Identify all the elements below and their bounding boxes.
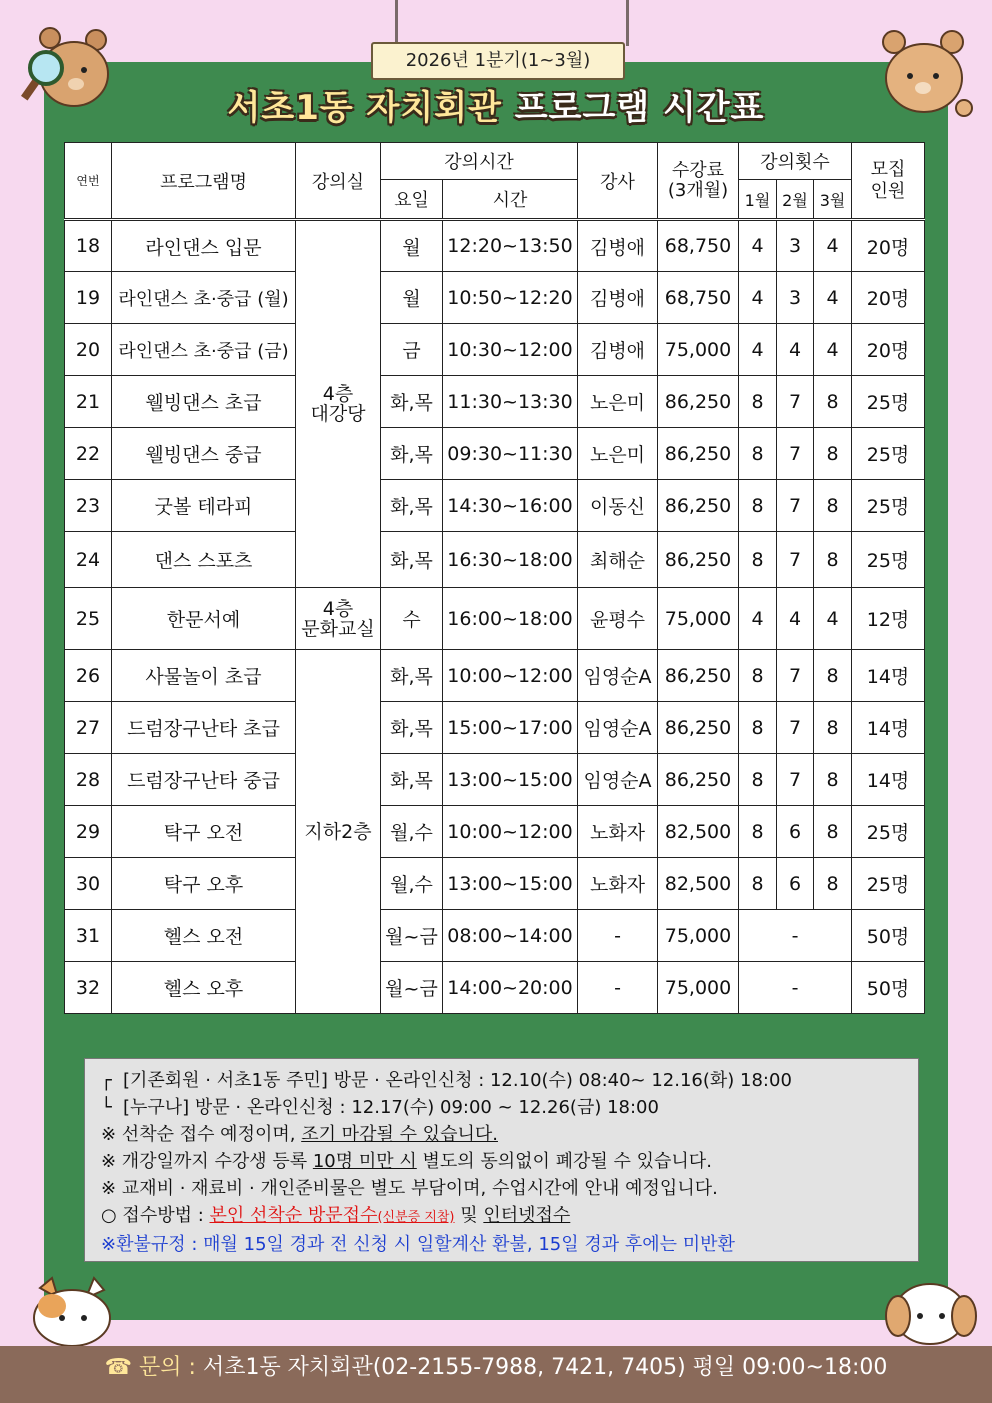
row-instructor: 노은미 bbox=[578, 428, 658, 480]
row-time: 11:30~13:30 bbox=[443, 376, 578, 428]
row-fee: 75,000 bbox=[658, 962, 739, 1014]
table-row bbox=[65, 376, 925, 428]
phone-icon: ☎ bbox=[104, 1355, 133, 1380]
footer-contact bbox=[0, 1346, 992, 1403]
header-day: 요일 bbox=[381, 180, 443, 220]
row-recruit: 25명 bbox=[852, 858, 925, 910]
row-count-merged: - bbox=[739, 962, 852, 1014]
row-day: 화,목 bbox=[381, 754, 443, 806]
row-instructor: 윤평수 bbox=[578, 588, 658, 650]
row-time: 10:30~12:00 bbox=[443, 324, 578, 376]
table-row bbox=[65, 754, 925, 806]
row-fee: 86,250 bbox=[658, 428, 739, 480]
row-program: 탁구 오후 bbox=[112, 858, 296, 910]
header-count: 강의횟수 bbox=[739, 143, 852, 180]
row-time: 14:00~20:00 bbox=[443, 962, 578, 1014]
row-month3: 8 bbox=[814, 702, 852, 754]
row-instructor: 이동신 bbox=[578, 480, 658, 532]
header-time: 시간 bbox=[443, 180, 578, 220]
row-day: 화,목 bbox=[381, 376, 443, 428]
notice-text: 및 bbox=[454, 1205, 484, 1226]
notice-line-member-period bbox=[101, 1067, 902, 1094]
row-fee: 86,250 bbox=[658, 754, 739, 806]
hanging-string-left bbox=[395, 0, 398, 46]
row-no: 28 bbox=[65, 754, 112, 806]
table-row bbox=[65, 324, 925, 376]
row-fee: 86,250 bbox=[658, 480, 739, 532]
row-no: 22 bbox=[65, 428, 112, 480]
row-time: 16:30~18:00 bbox=[443, 532, 578, 588]
table-row bbox=[65, 910, 925, 962]
row-fee: 86,250 bbox=[658, 650, 739, 702]
row-program: 드럼장구난타 중급 bbox=[112, 754, 296, 806]
table-row bbox=[65, 588, 925, 650]
row-recruit: 20명 bbox=[852, 324, 925, 376]
notice-line-cancel bbox=[101, 1148, 902, 1175]
row-time: 14:30~16:00 bbox=[443, 480, 578, 532]
room-culture bbox=[296, 588, 381, 650]
notice-underlined: 조기 마감될 수 있습니다. bbox=[301, 1124, 498, 1145]
row-day: 금 bbox=[381, 324, 443, 376]
row-no: 19 bbox=[65, 272, 112, 324]
header-recruit bbox=[852, 143, 925, 220]
row-fee: 86,250 bbox=[658, 376, 739, 428]
row-recruit: 50명 bbox=[852, 962, 925, 1014]
row-fee: 82,500 bbox=[658, 806, 739, 858]
row-no: 32 bbox=[65, 962, 112, 1014]
header-month3: 3월 bbox=[814, 180, 852, 220]
row-program: 라인댄스 입문 bbox=[112, 220, 296, 272]
notice-text: ※ 선착순 접수 예정이며, bbox=[101, 1124, 302, 1145]
row-fee: 86,250 bbox=[658, 702, 739, 754]
row-time: 13:00~15:00 bbox=[443, 858, 578, 910]
hanging-string-right bbox=[626, 0, 629, 46]
row-recruit: 20명 bbox=[852, 272, 925, 324]
table-row bbox=[65, 480, 925, 532]
row-instructor: 김병애 bbox=[578, 324, 658, 376]
row-no: 24 bbox=[65, 532, 112, 588]
row-time: 10:50~12:20 bbox=[443, 272, 578, 324]
row-day: 화,목 bbox=[381, 702, 443, 754]
row-month3: 8 bbox=[814, 428, 852, 480]
table-row bbox=[65, 702, 925, 754]
row-no: 23 bbox=[65, 480, 112, 532]
table-row bbox=[65, 650, 925, 702]
notice-underlined: 10명 미만 시 bbox=[312, 1151, 417, 1172]
row-no: 20 bbox=[65, 324, 112, 376]
row-fee: 75,000 bbox=[658, 324, 739, 376]
row-program: 탁구 오전 bbox=[112, 806, 296, 858]
row-month2: 7 bbox=[777, 702, 814, 754]
row-day: 월~금 bbox=[381, 962, 443, 1014]
room-basement: 지하2층 bbox=[296, 650, 381, 1014]
bear-magnifier-illustration bbox=[20, 26, 112, 116]
row-month3: 4 bbox=[814, 220, 852, 272]
header-no: 연번 bbox=[65, 143, 112, 220]
row-no: 27 bbox=[65, 702, 112, 754]
row-no: 26 bbox=[65, 650, 112, 702]
row-day: 월,수 bbox=[381, 858, 443, 910]
row-fee: 82,500 bbox=[658, 858, 739, 910]
row-no: 25 bbox=[65, 588, 112, 650]
row-instructor: 최해순 bbox=[578, 532, 658, 588]
row-recruit: 25명 bbox=[852, 376, 925, 428]
room-hall-line2: 대강당 bbox=[310, 403, 366, 425]
row-recruit: 25명 bbox=[852, 428, 925, 480]
notice-visit-highlight bbox=[210, 1205, 455, 1226]
table-row bbox=[65, 962, 925, 1014]
row-month1: 8 bbox=[739, 480, 777, 532]
row-month3: 8 bbox=[814, 754, 852, 806]
row-program: 라인댄스 초·중급 (금) bbox=[112, 324, 296, 376]
table-row bbox=[65, 858, 925, 910]
bracket-top-icon: ┌ bbox=[101, 1070, 112, 1091]
row-day: 화,목 bbox=[381, 428, 443, 480]
header-month2: 2월 bbox=[777, 180, 814, 220]
row-program: 웰빙댄스 중급 bbox=[112, 428, 296, 480]
table-row bbox=[65, 272, 925, 324]
row-day: 월 bbox=[381, 272, 443, 324]
row-program: 헬스 오전 bbox=[112, 910, 296, 962]
cat-illustration bbox=[28, 1276, 118, 1346]
row-month3: 4 bbox=[814, 588, 852, 650]
notice-line-materials: ※ 교재비 · 재료비 · 개인준비물은 별도 부담이며, 수업시간에 안내 예정입니다. bbox=[101, 1178, 718, 1199]
row-recruit: 25명 bbox=[852, 532, 925, 588]
header-lecture-time: 강의시간 bbox=[381, 143, 578, 180]
row-instructor: - bbox=[578, 910, 658, 962]
notice-text: [기존회원 · 서초1동 주민] 방문 · 온라인신청 : 12.10(수) 08:40~ 12.16(화) 18:00 bbox=[123, 1070, 792, 1091]
row-fee: 75,000 bbox=[658, 910, 739, 962]
row-time: 13:00~15:00 bbox=[443, 754, 578, 806]
notice-text: [누구나] 방문 · 온라인신청 : 12.17(수) 09:00 ~ 12.26(금) 18:00 bbox=[123, 1097, 659, 1118]
header-fee-line1: 수강료 bbox=[671, 159, 725, 181]
header-program: 프로그램명 bbox=[112, 143, 296, 220]
header-room: 강의실 bbox=[296, 143, 381, 220]
footer-text: 서초1동 자치회관(02-2155-7988, 7421, 7405) 평일 09:00~18:00 bbox=[202, 1355, 888, 1380]
notice-box bbox=[84, 1058, 919, 1262]
row-program: 라인댄스 초·중급 (월) bbox=[112, 272, 296, 324]
header-recruit-line2: 인원 bbox=[870, 180, 906, 202]
row-instructor: 노화자 bbox=[578, 858, 658, 910]
row-month2: 6 bbox=[777, 806, 814, 858]
row-month3: 8 bbox=[814, 376, 852, 428]
row-month1: 8 bbox=[739, 806, 777, 858]
notice-text: ※ 개강일까지 수강생 등록 bbox=[101, 1151, 313, 1172]
row-recruit: 20명 bbox=[852, 220, 925, 272]
row-fee: 68,750 bbox=[658, 220, 739, 272]
schedule-table bbox=[64, 142, 925, 1014]
row-fee: 86,250 bbox=[658, 532, 739, 588]
row-recruit: 25명 bbox=[852, 480, 925, 532]
footer-label: 문의 : bbox=[139, 1355, 196, 1380]
table-row bbox=[65, 428, 925, 480]
row-recruit: 50명 bbox=[852, 910, 925, 962]
row-recruit: 14명 bbox=[852, 702, 925, 754]
room-culture-line2: 문화교실 bbox=[301, 617, 375, 640]
row-no: 21 bbox=[65, 376, 112, 428]
row-count-merged: - bbox=[739, 910, 852, 962]
notice-line-everyone-period bbox=[101, 1094, 902, 1121]
row-month2: 4 bbox=[777, 324, 814, 376]
row-time: 09:30~11:30 bbox=[443, 428, 578, 480]
table-row bbox=[65, 806, 925, 858]
row-fee: 75,000 bbox=[658, 588, 739, 650]
row-instructor: 노은미 bbox=[578, 376, 658, 428]
table-row bbox=[65, 532, 925, 588]
row-month2: 7 bbox=[777, 754, 814, 806]
row-month1: 8 bbox=[739, 428, 777, 480]
room-culture-line1: 4층 bbox=[322, 597, 354, 620]
row-month1: 4 bbox=[739, 272, 777, 324]
row-month1: 4 bbox=[739, 588, 777, 650]
row-time: 12:20~13:50 bbox=[443, 220, 578, 272]
puppy-illustration bbox=[880, 1272, 980, 1346]
row-month1: 8 bbox=[739, 702, 777, 754]
row-day: 월 bbox=[381, 220, 443, 272]
row-no: 30 bbox=[65, 858, 112, 910]
row-month3: 8 bbox=[814, 858, 852, 910]
header-recruit-line1: 모집 bbox=[870, 158, 906, 180]
row-program: 헬스 오후 bbox=[112, 962, 296, 1014]
notice-line-method bbox=[101, 1202, 902, 1231]
row-instructor: 임영순A bbox=[578, 650, 658, 702]
notice-text: 별도의 동의없이 폐강될 수 있습니다. bbox=[416, 1151, 712, 1172]
row-month1: 4 bbox=[739, 324, 777, 376]
row-program: 사물놀이 초급 bbox=[112, 650, 296, 702]
row-time: 10:00~12:00 bbox=[443, 806, 578, 858]
row-month1: 4 bbox=[739, 220, 777, 272]
row-day: 월,수 bbox=[381, 806, 443, 858]
row-month1: 8 bbox=[739, 858, 777, 910]
row-program: 웰빙댄스 초급 bbox=[112, 376, 296, 428]
row-no: 18 bbox=[65, 220, 112, 272]
header-fee bbox=[658, 143, 739, 220]
table-row bbox=[65, 220, 925, 272]
bear-wave-illustration bbox=[876, 28, 976, 120]
notice-line-first-come bbox=[101, 1121, 902, 1148]
notice-line-refund: ※환불규정 : 매월 15일 경과 전 신청 시 일할계산 환불, 15일 경과 후에는 미반환 bbox=[101, 1234, 735, 1255]
row-program: 드럼장구난타 초급 bbox=[112, 702, 296, 754]
row-instructor: - bbox=[578, 962, 658, 1014]
row-fee: 68,750 bbox=[658, 272, 739, 324]
row-month3: 4 bbox=[814, 272, 852, 324]
notice-red-small: (신분증 지참) bbox=[377, 1210, 455, 1225]
row-month2: 7 bbox=[777, 532, 814, 588]
row-day: 수 bbox=[381, 588, 443, 650]
row-month3: 8 bbox=[814, 650, 852, 702]
bracket-bottom-icon: └ bbox=[101, 1097, 112, 1118]
row-month2: 7 bbox=[777, 650, 814, 702]
row-day: 화,목 bbox=[381, 650, 443, 702]
row-month1: 8 bbox=[739, 532, 777, 588]
row-month2: 7 bbox=[777, 428, 814, 480]
row-instructor: 임영순A bbox=[578, 702, 658, 754]
row-program: 댄스 스포츠 bbox=[112, 532, 296, 588]
header-fee-line2: (3개월) bbox=[667, 179, 729, 201]
row-day: 월~금 bbox=[381, 910, 443, 962]
row-month2: 3 bbox=[777, 272, 814, 324]
notice-text: ○ 접수방법 : bbox=[101, 1205, 210, 1226]
header-instructor: 강사 bbox=[578, 143, 658, 220]
header-month1: 1월 bbox=[739, 180, 777, 220]
season-label: 2026년 1분기(1~3월) bbox=[371, 42, 625, 80]
row-month2: 6 bbox=[777, 858, 814, 910]
row-recruit: 12명 bbox=[852, 588, 925, 650]
row-day: 화,목 bbox=[381, 532, 443, 588]
row-time: 16:00~18:00 bbox=[443, 588, 578, 650]
row-time: 10:00~12:00 bbox=[443, 650, 578, 702]
row-month2: 4 bbox=[777, 588, 814, 650]
row-time: 15:00~17:00 bbox=[443, 702, 578, 754]
row-month2: 7 bbox=[777, 480, 814, 532]
row-no: 29 bbox=[65, 806, 112, 858]
page-title bbox=[0, 80, 992, 129]
notice-red-text: 본인 선착순 방문접수 bbox=[209, 1205, 378, 1226]
row-instructor: 임영순A bbox=[578, 754, 658, 806]
row-month3: 8 bbox=[814, 806, 852, 858]
row-month3: 4 bbox=[814, 324, 852, 376]
title-part1: 서초1동 자치회관 bbox=[227, 88, 502, 128]
row-month1: 8 bbox=[739, 376, 777, 428]
row-recruit: 25명 bbox=[852, 806, 925, 858]
row-program: 굿볼 테라피 bbox=[112, 480, 296, 532]
row-instructor: 김병애 bbox=[578, 220, 658, 272]
row-month1: 8 bbox=[739, 650, 777, 702]
row-month2: 3 bbox=[777, 220, 814, 272]
room-hall bbox=[296, 220, 381, 588]
row-instructor: 노화자 bbox=[578, 806, 658, 858]
row-month3: 8 bbox=[814, 532, 852, 588]
row-no: 31 bbox=[65, 910, 112, 962]
row-recruit: 14명 bbox=[852, 650, 925, 702]
row-program: 한문서예 bbox=[112, 588, 296, 650]
row-month2: 7 bbox=[777, 376, 814, 428]
row-month3: 8 bbox=[814, 480, 852, 532]
row-time: 08:00~14:00 bbox=[443, 910, 578, 962]
notice-underlined: 인터넷접수 bbox=[483, 1205, 571, 1226]
row-day: 화,목 bbox=[381, 480, 443, 532]
row-instructor: 김병애 bbox=[578, 272, 658, 324]
row-month1: 8 bbox=[739, 754, 777, 806]
room-hall-line1: 4층 bbox=[322, 383, 354, 405]
row-recruit: 14명 bbox=[852, 754, 925, 806]
title-part2: 프로그램 시간표 bbox=[514, 88, 765, 128]
